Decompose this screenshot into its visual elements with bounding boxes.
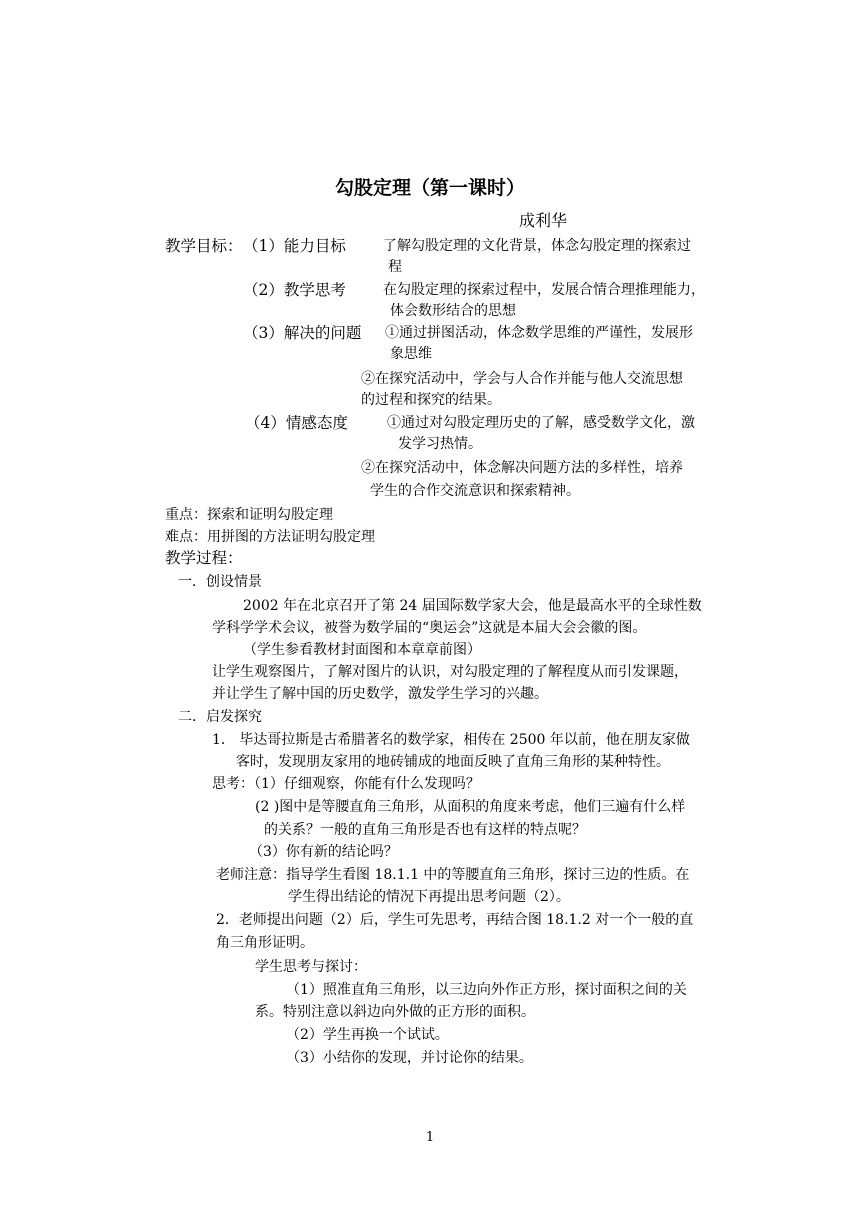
section-2-line: 学生得出结论的情况下再提出思考问题（2）。 — [288, 889, 570, 905]
objective-3-line-2: 象思维 — [390, 346, 432, 362]
objective-3-line-4: 的过程和探究的结果。 — [361, 392, 501, 408]
difficulty: 难点：用拼图的方法证明勾股定理 — [165, 529, 375, 545]
objective-2-head: （2）教学思考 — [243, 281, 346, 299]
section-2-line: 1． 毕达哥拉斯是古希腊著名的数学家，相传在 2500 年以前，他在朋友家做 — [212, 732, 690, 748]
objective-3-head: （3）解决的问题 — [243, 324, 362, 342]
section-1-line: （学生参看教材封面图和本章章前图） — [243, 642, 481, 658]
objective-1-line-2: 程 — [388, 259, 402, 275]
objective-1-head: （1）能力目标 — [243, 237, 346, 255]
section-2-line: （2）学生再换一个试试。 — [286, 1027, 449, 1043]
objectives-label: 教学目标： — [165, 237, 243, 255]
section-2-line: （3）小结你的发现，并讨论你的结果。 — [286, 1050, 533, 1066]
author-name: 成利华 — [519, 211, 568, 230]
section-2-line: 思考：（1）仔细观察，你能有什么发现吗？ — [212, 776, 480, 792]
objective-3-line-1: ①通过拼图活动，体念数学思维的严谨性，发展形 — [385, 325, 693, 341]
section-2-line: （3）你有新的结论吗？ — [249, 844, 398, 860]
page-number: 1 — [425, 1130, 435, 1145]
section-2-heading: 二．启发探究 — [178, 709, 262, 725]
section-2-line: 角三角形证明。 — [216, 935, 314, 951]
section-1-line: 让学生观察图片，了解对图片的认识，对勾股定理的了解程度从而引发课题， — [212, 664, 688, 680]
objective-2-line-1: 在勾股定理的探索过程中，发展合情合理推理能力， — [383, 282, 705, 298]
objective-4-line-1: ①通过对勾股定理历史的了解，感受数学文化，激 — [387, 415, 695, 431]
objective-4-line-3: ②在探究活动中，体念解决问题方法的多样性，培养 — [361, 460, 683, 476]
section-1-line: 学科学学术会议，被誉为数学届的“奥运会”这就是本届大会会徽的图。 — [212, 620, 647, 636]
key-point: 重点：探索和证明勾股定理 — [165, 507, 333, 523]
section-1-line: 并让学生了解中国的历史数学，激发学生学习的兴趣。 — [212, 686, 548, 702]
objective-1-line-1: 了解勾股定理的文化背景，体念勾股定理的探索过 — [383, 238, 691, 254]
objective-4-head: （4）情感态度 — [245, 414, 348, 432]
objective-4-line-2: 发学习热情。 — [398, 436, 482, 452]
section-1-line: 2002 年在北京召开了第 24 届国际数学家大会，他是最高水平的全球性数 — [243, 598, 702, 614]
section-2-line: 的关系？一般的直角三角形是否也有这样的特点呢？ — [264, 822, 586, 838]
section-2-line: 系。特别注意以斜边向外做的正方形的面积。 — [255, 1004, 535, 1020]
section-2-line: 客时，发现朋友家用的地砖铺成的地面反映了直角三角形的某种特性。 — [236, 754, 670, 770]
document-title: 勾股定理（第一课时） — [334, 177, 525, 199]
section-2-line: 老师注意：指导学生看图 18.1.1 中的等腰直角三角形，探讨三边的性质。在 — [216, 867, 690, 883]
section-2-line: （1）照准直角三角形，以三边向外作正方形，探讨面积之间的关 — [286, 982, 687, 998]
section-2-line: (2 )图中是等腰直角三角形，从面积的角度来考虑，他们三遍有什么样 — [255, 799, 686, 815]
section-1-heading: 一．创设情景 — [178, 574, 262, 590]
objective-3-line-3: ②在探究活动中，学会与人合作并能与他人交流思想 — [361, 371, 683, 387]
section-2-line: 学生思考与探讨： — [255, 959, 367, 975]
section-2-line: 2．老师提出问题（2）后，学生可先思考，再结合图 18.1.2 对一个一般的直 — [216, 912, 694, 928]
objective-4-line-4: 学生的合作交流意识和探索精神。 — [370, 483, 580, 499]
objective-2-line-2: 体会数形结合的思想 — [390, 303, 516, 319]
process-label: 教学过程： — [165, 549, 243, 567]
